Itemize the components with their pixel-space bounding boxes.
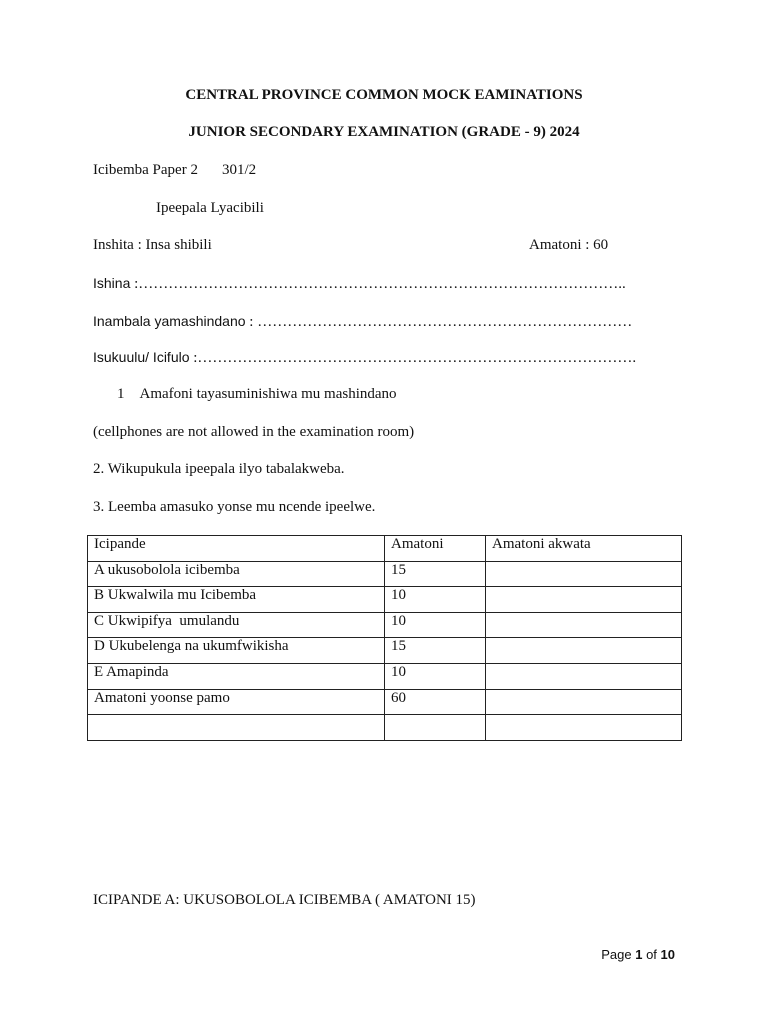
table-cell: 10 bbox=[385, 612, 486, 638]
table-row bbox=[88, 561, 682, 587]
subject-line bbox=[93, 162, 256, 179]
page-number: 1 bbox=[635, 947, 643, 962]
exam-title: CENTRAL PROVINCE COMMON MOCK EAMINATIONS bbox=[185, 87, 583, 103]
section-heading: ICIPANDE A: UKUSOBOLOLA ICIBEMBA ( AMATONI 15) bbox=[93, 892, 476, 908]
table-cell: 15 bbox=[385, 561, 486, 587]
table-cell: 10 bbox=[385, 663, 486, 689]
school-dots: :……………………………………………………………………………. bbox=[189, 350, 637, 366]
table-header: Amatoni bbox=[385, 536, 486, 562]
exam-number-field bbox=[93, 313, 632, 331]
table-cell bbox=[88, 715, 385, 741]
table-cell: D Ukubelenga na ukumfwikisha bbox=[88, 638, 385, 664]
table-header: Icipande bbox=[88, 536, 385, 562]
subject-name: Icibemba Paper 2 bbox=[93, 162, 198, 178]
instruction-1 bbox=[117, 386, 397, 403]
exam-number-label: Inambala yamashindano bbox=[93, 313, 246, 329]
table-row bbox=[88, 638, 682, 664]
table-cell bbox=[486, 638, 682, 664]
table-cell: C Ukwipifya umulandu bbox=[88, 612, 385, 638]
table-cell bbox=[385, 715, 486, 741]
table-row bbox=[88, 715, 682, 741]
paper-name: Ipeepala Lyacibili bbox=[156, 200, 264, 216]
name-label: Ishina bbox=[93, 275, 131, 291]
paper-code: 301/2 bbox=[221, 162, 257, 178]
total-marks: Amatoni : 60 bbox=[529, 237, 609, 253]
instruction-3: 3. Leemba amasuko yonse mu ncende ipeelwe. bbox=[93, 499, 376, 515]
marks-table bbox=[87, 535, 682, 741]
table-cell: B Ukwalwila mu Icibemba bbox=[88, 587, 385, 613]
page-footer bbox=[601, 947, 675, 962]
table-cell bbox=[486, 587, 682, 613]
instruction-2: 2. Wikupukula ipeepala ilyo tabalakweba. bbox=[93, 461, 345, 477]
instruction-1-text: Amafoni tayasuminishiwa mu mashindano bbox=[139, 386, 397, 402]
table-cell bbox=[486, 612, 682, 638]
page-word: Page bbox=[601, 947, 632, 962]
table-cell: 60 bbox=[385, 689, 486, 715]
page-total: 10 bbox=[660, 947, 675, 962]
table-row bbox=[88, 587, 682, 613]
table-row bbox=[88, 663, 682, 689]
name-field bbox=[93, 275, 626, 293]
of-word: of bbox=[646, 947, 657, 962]
exam-number-dots: : ………………………………………………………………… bbox=[245, 314, 633, 330]
time-allowed: Inshita : Insa shibili bbox=[93, 237, 212, 253]
table-cell: 15 bbox=[385, 638, 486, 664]
table-cell: A ukusobolola icibemba bbox=[88, 561, 385, 587]
table-cell bbox=[486, 663, 682, 689]
table-header-row bbox=[88, 536, 682, 562]
table-cell bbox=[486, 715, 682, 741]
table-cell: Amatoni yoonse pamo bbox=[88, 689, 385, 715]
instruction-1-note: (cellphones are not allowed in the examination room) bbox=[93, 424, 415, 440]
table-row bbox=[88, 689, 682, 715]
table-row bbox=[88, 612, 682, 638]
school-field bbox=[93, 349, 636, 367]
table-cell: E Amapinda bbox=[88, 663, 385, 689]
school-label: Isukuulu/ Icifulo bbox=[93, 349, 190, 365]
table-cell bbox=[486, 561, 682, 587]
table-cell: 10 bbox=[385, 587, 486, 613]
name-dots: :…………………………………………………………………………………….. bbox=[130, 276, 626, 292]
exam-subtitle: JUNIOR SECONDARY EXAMINATION (GRADE - 9) 2024 bbox=[188, 124, 580, 140]
table-header: Amatoni akwata bbox=[486, 536, 682, 562]
instruction-1-number: 1 bbox=[117, 386, 125, 402]
table-cell bbox=[486, 689, 682, 715]
